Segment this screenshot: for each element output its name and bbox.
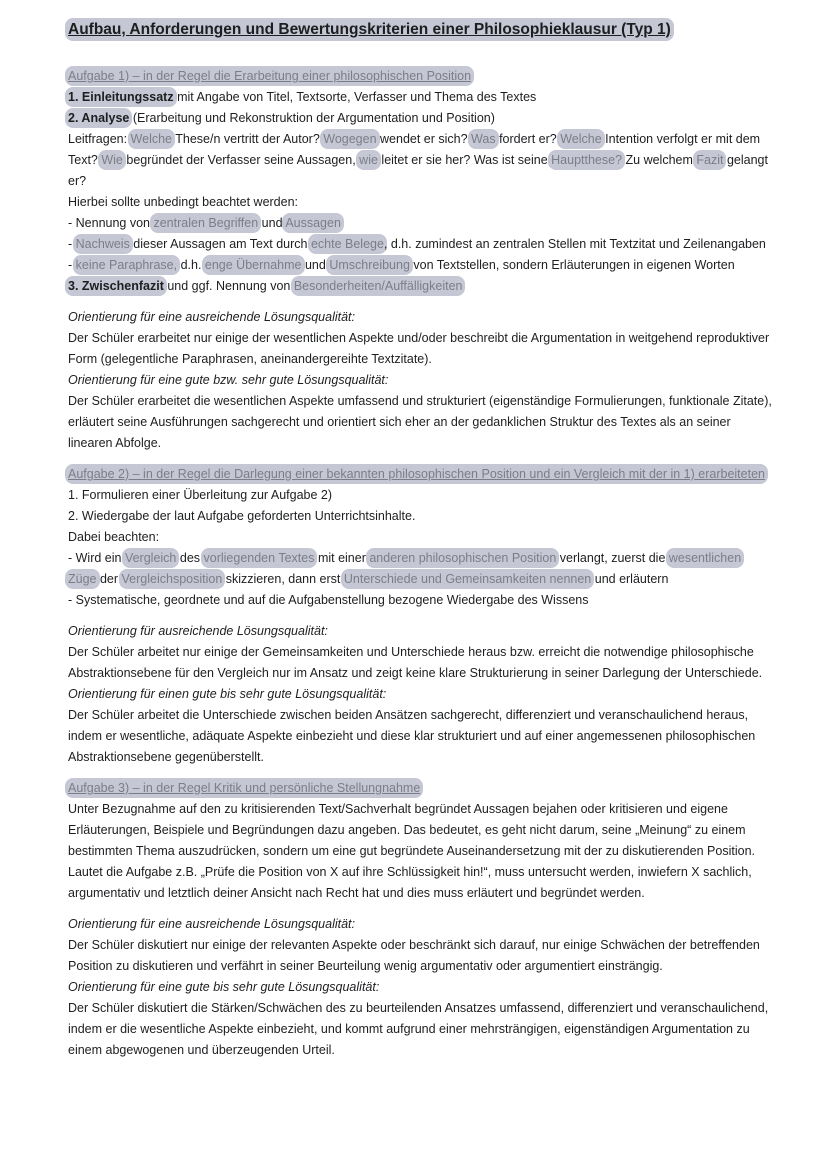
highlighted-text: Wogegen <box>323 132 377 146</box>
highlighted-text: Wie <box>101 153 123 167</box>
block-gap <box>68 454 773 464</box>
paragraph <box>68 548 773 590</box>
text-run: gelangt er? <box>68 153 768 188</box>
paragraph <box>68 87 773 108</box>
highlighted-text: Aufgabe 3) – in der Regel Kritik und persönliche Stellungnahme <box>68 781 421 795</box>
highlighted-text: Fazit <box>696 153 724 167</box>
text-run: Der Schüler erarbeitet die wesentlichen Aspekte umfassend und strukturiert (eigenständige Formulierungen, funktionale Zitate), erläutert seine Ausführungen sachgerecht und orientiert sich eher an der gedanklichen Struktur des Textes als an seiner linearen Abfolge. <box>68 394 772 450</box>
paragraph <box>68 862 773 904</box>
text-run: Orientierung für eine ausreichende Lösungsqualität: <box>68 917 355 931</box>
text-run: Unter Bezugnahme auf den zu kritisierenden Text/Sachverhalt begründet Aussagen bejahen oder kritisieren und eigene Erläuterungen, Beispiele und Begründungen dazu angeben. Das bedeutet, es geht nicht darum, seine „Meinung“ zu einem bestimmten Thema auszudrücken, sondern um eine gut begründete Auseinandersetzung mit der zu diskutierenden Position. <box>68 802 755 858</box>
text-run: Orientierung für eine gute bzw. sehr gute Lösungsqualität: <box>68 373 389 387</box>
orientation-note <box>68 914 773 935</box>
orientation-note <box>68 370 773 391</box>
text-run: These/n vertritt der Autor? <box>172 132 324 146</box>
text-run: Der Schüler diskutiert nur einige der relevanten Aspekte oder beschränkt sich darauf, nur einige Schwächen der betreffenden Position zu diskutieren und verfährt in seiner Beurteilung wenig argumentativ oder argumentiert einsträngig. <box>68 938 760 973</box>
block-gap <box>68 768 773 778</box>
text-run: , d.h. zumindest an zentralen Stellen mit Textzitat und Zeilenangaben <box>383 237 766 251</box>
text-run: wendet er sich? <box>376 132 472 146</box>
text-run: der <box>96 572 122 586</box>
paragraph <box>68 799 773 862</box>
block-gap <box>68 611 773 621</box>
highlighted-text: Aufgabe 2) – in der Regel die Darlegung einer bekannten philosophischen Position und ein Vergleich mit der in 1) erarbeiteten <box>68 467 765 481</box>
text-run: Zu welchem <box>622 153 697 167</box>
paragraph <box>68 129 773 192</box>
block-gap <box>68 297 773 307</box>
text-run: Leitfragen: <box>68 132 131 146</box>
text-run: leitet er sie her? Was ist seine <box>377 153 552 167</box>
text-run: Intention verfolgt er mit dem Text? <box>68 132 761 167</box>
text-run: Orientierung für eine ausreichende Lösungsqualität: <box>68 310 355 324</box>
text-run: begründet der Verfasser seine Aussagen, <box>122 153 360 167</box>
highlighted-text: zentralen Begriffen <box>153 216 259 230</box>
highlighted-text: Vergleichsposition <box>121 572 223 586</box>
paragraph <box>68 506 773 527</box>
highlighted-text: Unterschiede und Gemeinsamkeiten nennen <box>343 572 592 586</box>
paragraph <box>68 108 773 129</box>
highlighted-text: echte Belege <box>310 237 384 251</box>
text-run: Der Schüler erarbeitet nur einige der wesentlichen Aspekte und/oder beschreibt die Argumentation in weitgehend reproduktiver Form (gelegentliche Paraphrasen, aneinandergereihte Textzitate). <box>68 331 770 366</box>
text-run: Der Schüler arbeitet die Unterschiede zwischen beiden Ansätzen sachgerecht, differenziert und veranschaulichend heraus, indem er wesentliche, adäquate Aspekte einbezieht und diese klar strukturiert und auf einer angemessenen philosophischen Abstraktionsebene gegenüberstellt. <box>68 708 756 764</box>
text-run: Der Schüler diskutiert die Stärken/Schwächen des zu beurteilenden Ansatzes umfassend, differenziert und veranschaulichend, indem er die wesentliche Aspekte einbezieht, und kommt aufgrund einer mehrsträngigen, eigenständigen Argumentation zu einem abgewogenen und überzeugenden Urteil. <box>68 1001 769 1057</box>
orientation-note <box>68 684 773 705</box>
highlighted-text: enge Übernahme <box>204 258 302 272</box>
text-run: und <box>258 216 286 230</box>
highlighted-text: Besonderheiten/Auffälligkeiten <box>293 279 463 293</box>
text-run: dieser Aussagen am Text durch <box>129 237 311 251</box>
text-run: und ggf. Nennung von <box>163 279 294 293</box>
highlighted-text: Was <box>471 132 496 146</box>
text-run: Orientierung für einen gute bis sehr gute Lösungsqualität: <box>68 687 387 701</box>
paragraph <box>68 935 773 977</box>
text-run: Dabei beachten: <box>68 530 160 544</box>
text-run: Hierbei sollte unbedingt beachtet werden: <box>68 195 299 209</box>
paragraph <box>68 234 773 255</box>
highlighted-text: Umschreibung <box>329 258 410 272</box>
orientation-note <box>68 977 773 998</box>
paragraph <box>68 642 773 684</box>
highlighted-text: 3. Zwischenfazit <box>68 279 164 293</box>
section-heading-aufgabe-3 <box>68 778 773 799</box>
highlighted-text: vorliegenden Textes <box>203 551 315 565</box>
highlighted-text: Aufgabe 1) – in der Regel die Erarbeitung einer philosophischen Position <box>68 69 472 83</box>
text-run: (Erarbeitung und Rekonstruktion der Argumentation und Position) <box>129 111 495 125</box>
paragraph <box>68 485 773 506</box>
block-gap <box>68 56 773 66</box>
text-run: Orientierung für eine gute bis sehr gute Lösungsqualität: <box>68 980 380 994</box>
highlighted-text: keine Paraphrase, <box>75 258 178 272</box>
paragraph <box>68 255 773 276</box>
document-title <box>68 18 773 41</box>
text-run: des <box>176 551 204 565</box>
text-run: - Systematische, geordnete und auf die Aufgabenstellung bezogene Wiedergabe des Wissens <box>68 593 589 607</box>
paragraph <box>68 705 773 768</box>
text-run: und erläutern <box>591 572 669 586</box>
highlighted-text: Aufbau, Anforderungen und Bewertungskriterien einer Philosophieklausur (Typ 1) <box>68 21 671 38</box>
highlighted-text: Welche <box>130 132 173 146</box>
text-run: - <box>68 237 76 251</box>
text-run: 1. Formulieren einer Überleitung zur Aufgabe 2) <box>68 488 333 502</box>
text-run: und <box>301 258 330 272</box>
text-run: d.h. <box>177 258 205 272</box>
paragraph <box>68 391 773 454</box>
block-gap <box>68 904 773 914</box>
highlighted-text: Nachweis <box>75 237 130 251</box>
highlighted-text: 2. Analyse <box>68 111 130 125</box>
highlighted-text: Vergleich <box>124 551 177 565</box>
paragraph <box>68 213 773 234</box>
highlighted-text: wesentlichen Züge <box>68 551 742 586</box>
paragraph <box>68 328 773 370</box>
text-run: Der Schüler arbeitet nur einige der Gemeinsamkeiten und Unterschiede heraus bzw. erreicht die notwendige philosophische Abstraktionsebene für den Vergleich nur im Ansatz und zeigt keine klare Strukturierung in seiner Darlegung der Unterschiede. <box>68 645 763 680</box>
text-run: mit einer <box>314 551 370 565</box>
text-run: von Textstellen, sondern Erläuterungen in eigenen Worten <box>409 258 735 272</box>
highlighted-text: Aussagen <box>285 216 341 230</box>
text-run: mit Angabe von Titel, Textsorte, Verfasser und Thema des Textes <box>173 90 537 104</box>
text-run: fordert er? <box>495 132 561 146</box>
orientation-note <box>68 307 773 328</box>
text-run: Lautet die Aufgabe z.B. „Prüfe die Position von X auf ihre Schlüssigkeit hin!“, muss untersucht werden, inwiefern X sachlich, argumentativ und letztlich deiner Ansicht nach Recht hat und dies muss erläutert und begründet werden. <box>68 865 752 900</box>
text-run: - <box>68 258 76 272</box>
paragraph <box>68 590 773 611</box>
section-heading-aufgabe-2 <box>68 464 773 485</box>
highlighted-text: Welche <box>560 132 602 146</box>
highlighted-text: Hauptthese? <box>551 153 623 167</box>
section-heading-aufgabe-1 <box>68 66 773 87</box>
text-run: Orientierung für ausreichende Lösungsqualität: <box>68 624 328 638</box>
text-run: verlangt, zuerst die <box>556 551 669 565</box>
paragraph <box>68 192 773 213</box>
paragraph <box>68 998 773 1061</box>
highlighted-text: anderen philosophischen Position <box>369 551 557 565</box>
text-run: 2. Wiedergabe der laut Aufgabe geforderten Unterrichtsinhalte. <box>68 509 416 523</box>
highlighted-text: wie <box>359 153 378 167</box>
text-run: - Nennung von <box>68 216 154 230</box>
text-run: - Wird ein <box>68 551 125 565</box>
paragraph <box>68 276 773 297</box>
highlighted-text: 1. Einleitungssatz <box>68 90 174 104</box>
paragraph <box>68 527 773 548</box>
text-run: skizzieren, dann erst <box>222 572 344 586</box>
orientation-note <box>68 621 773 642</box>
